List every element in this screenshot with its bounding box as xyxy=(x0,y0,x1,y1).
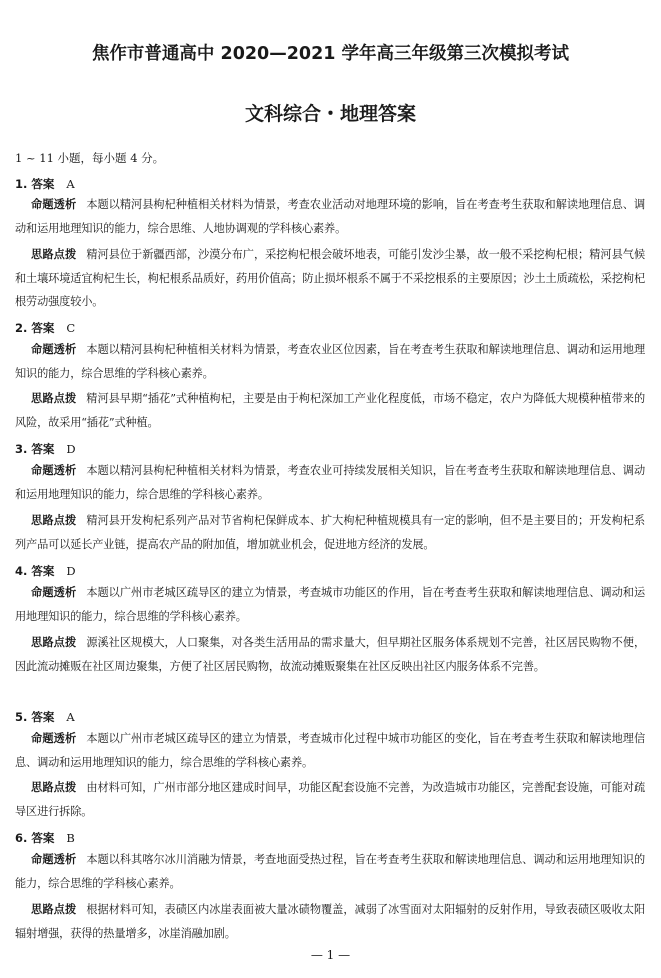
analysis-paragraph xyxy=(15,581,645,628)
answer-line xyxy=(15,176,75,192)
answer-label: 答案 xyxy=(31,177,55,191)
page-number: — 1 — xyxy=(310,948,351,962)
question-number: 5. xyxy=(15,710,28,724)
question-number: 2. xyxy=(15,321,28,335)
answer-line xyxy=(15,320,75,336)
analysis-text: 本题以广州市老城区疏导区的建立为情景，考查城市功能区的作用，旨在考查考生获取和解读地理信息、调动和运用地理知识的能力，综合思维的学科核心素养。 xyxy=(15,586,645,623)
hint-text: 源溪社区规模大，人口聚集，对各类生活用品的需求量大，但早期社区服务体系规划不完善，社区居民购物不便，因此流动摊贩在社区周边聚集，方便了社区居民购物，故流动摊贩聚集在社区反映出社区内服务体系不完善。 xyxy=(15,636,645,673)
analysis-label: 命题透析 xyxy=(31,464,77,477)
answer-letter: D xyxy=(66,564,76,578)
hint-paragraph xyxy=(15,776,645,823)
hint-label: 思路点拨 xyxy=(31,392,77,405)
answer-label: 答案 xyxy=(31,831,55,845)
hint-paragraph xyxy=(15,243,645,314)
analysis-label: 命题透析 xyxy=(31,586,77,599)
question-number: 6. xyxy=(15,831,28,845)
analysis-paragraph xyxy=(15,727,645,774)
answer-line xyxy=(15,830,75,846)
answer-letter: A xyxy=(66,177,75,191)
hint-text: 根据材料可知，表碛区内冰崖表面被大量冰碛物覆盖，减弱了冰雪面对太阳辐射的反射作用，导致表碛区吸收太阳辐射增强，获得的热量增多，冰崖消融加剧。 xyxy=(15,903,645,940)
analysis-text: 本题以科其喀尔冰川消融为情景，考查地面受热过程，旨在考查考生获取和解读地理信息、调动和运用地理知识的能力，综合思维的学科核心素养。 xyxy=(15,853,645,890)
answer-label: 答案 xyxy=(31,564,55,578)
answer-label: 答案 xyxy=(31,321,55,335)
hint-label: 思路点拨 xyxy=(31,514,77,527)
hint-label: 思路点拨 xyxy=(31,781,77,794)
exam-title: 焦作市普通高中 2020—2021 学年高三年级第三次模拟考试 xyxy=(91,44,570,64)
analysis-text: 本题以广州市老城区疏导区的建立为情景，考查城市化过程中城市功能区的变化，旨在考查考生获取和解读地理信息、调动和运用地理知识的能力，综合思维的学科核心素养。 xyxy=(15,732,645,769)
answer-line xyxy=(15,441,76,457)
answer-label: 答案 xyxy=(31,442,55,456)
analysis-paragraph xyxy=(15,848,645,895)
hint-paragraph xyxy=(15,387,645,434)
analysis-text: 本题以精河县枸杞种植相关材料为情景，考查农业区位因素，旨在考查考生获取和解读地理信息、调动和运用地理知识的能力，综合思维的学科核心素养。 xyxy=(15,343,645,380)
hint-text: 由材料可知，广州市部分地区建成时间早，功能区配套设施不完善，为改造城市功能区，完善配套设施，可能对疏导区进行拆除。 xyxy=(15,781,645,818)
answer-letter: A xyxy=(66,710,75,724)
exam-subtitle: 文科综合・地理答案 xyxy=(244,103,416,125)
answer-letter: D xyxy=(66,442,76,456)
hint-paragraph xyxy=(15,631,645,678)
analysis-label: 命题透析 xyxy=(31,198,77,211)
question-number: 1. xyxy=(15,177,28,191)
question-number: 4. xyxy=(15,564,28,578)
analysis-label: 命题透析 xyxy=(31,853,77,866)
analysis-paragraph xyxy=(15,338,645,385)
analysis-text: 本题以精河县枸杞种植相关材料为情景，考查农业可持续发展相关知识，旨在考查考生获取和解读地理信息、调动和运用地理知识的能力，综合思维的学科核心素养。 xyxy=(15,464,645,501)
hint-label: 思路点拨 xyxy=(31,903,77,916)
answer-letter: C xyxy=(66,321,76,335)
analysis-paragraph xyxy=(15,459,645,506)
analysis-paragraph xyxy=(15,193,645,240)
answer-label: 答案 xyxy=(31,710,55,724)
hint-label: 思路点拨 xyxy=(31,248,77,261)
answer-line xyxy=(15,709,75,725)
scoring-note: 1 ~ 11 小题，每小题 4 分。 xyxy=(15,151,165,165)
hint-label: 思路点拨 xyxy=(31,636,77,649)
question-number: 3. xyxy=(15,442,28,456)
hint-text: 精河县开发枸杞系列产品对节省枸杞保鲜成本、扩大枸杞种植规模具有一定的影响，但不是主要目的；开发枸杞系列产品可以延长产业链，提高农产品的附加值，增加就业机会，促进地方经济的发展。 xyxy=(15,514,645,551)
analysis-text: 本题以精河县枸杞种植相关材料为情景，考查农业活动对地理环境的影响，旨在考查考生获取和解读地理信息、调动和运用地理知识的能力，综合思维、人地协调观的学科核心素养。 xyxy=(15,198,645,235)
hint-text: 精河县早期“插花”式种植枸杞，主要是由于枸杞深加工产业化程度低，市场不稳定，农户为降低大规模种植带来的风险，故采用“插花”式种植。 xyxy=(15,392,645,429)
analysis-label: 命题透析 xyxy=(31,343,77,356)
answer-letter: B xyxy=(66,831,75,845)
hint-text: 精河县位于新疆西部，沙漠分布广，采挖枸杞根会破坏地表，可能引发沙尘暴，故一般不采挖枸杞根；精河县气候和土壤环境适宜枸杞生长，枸杞根系品质好，药用价值高；防止损坏根系不属于不采挖根系的主要原因；沙土土质疏松，采挖枸杞根劳动强度较小。 xyxy=(15,248,645,308)
analysis-label: 命题透析 xyxy=(31,732,77,745)
hint-paragraph xyxy=(15,898,645,945)
answer-line xyxy=(15,563,76,579)
hint-paragraph xyxy=(15,509,645,556)
